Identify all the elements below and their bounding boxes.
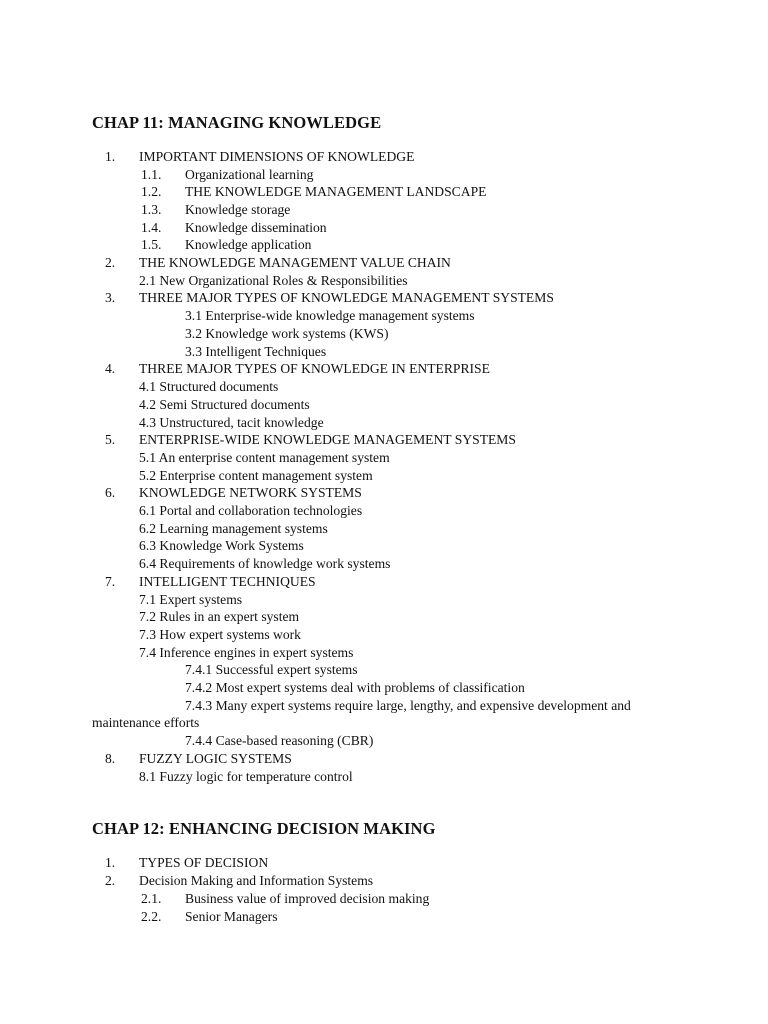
outline-item: Senior Managers: [185, 909, 278, 924]
outline-number: 1.2.: [141, 184, 162, 199]
outline-item: INTELLIGENT TECHNIQUES: [139, 574, 316, 589]
outline-item: Knowledge application: [185, 237, 312, 252]
outline-number: 1.3.: [141, 202, 162, 217]
outline-number: 8.: [105, 751, 116, 766]
outline-item: Decision Making and Information Systems: [139, 873, 374, 888]
outline-item: 3.3 Intelligent Techniques: [185, 344, 327, 359]
outline-number: 6.: [105, 485, 116, 500]
outline-item: 4.1 Structured documents: [139, 379, 279, 394]
outline-item: 7.4.2 Most expert systems deal with problems of classification: [185, 680, 525, 695]
outline-item: 7.4.1 Successful expert systems: [185, 662, 358, 677]
outline-number: 1.1.: [141, 167, 162, 182]
outline-item: 5.1 An enterprise content management system: [139, 450, 390, 465]
outline-number: 1.4.: [141, 220, 162, 235]
outline-item: 7.4 Inference engines in expert systems: [139, 645, 354, 660]
outline-number: 5.: [105, 432, 116, 447]
outline-item: 8.1 Fuzzy logic for temperature control: [139, 769, 353, 784]
outline-number: 4.: [105, 361, 116, 376]
outline-item: 7.2 Rules in an expert system: [139, 609, 300, 624]
outline-item: IMPORTANT DIMENSIONS OF KNOWLEDGE: [139, 149, 415, 164]
outline-item: 3.2 Knowledge work systems (KWS): [185, 326, 389, 341]
outline-number: 1.: [105, 855, 116, 870]
outline-item: 7.4.3 Many expert systems require large, lengthy, and expensive development and: [185, 698, 631, 713]
outline-item: THREE MAJOR TYPES OF KNOWLEDGE IN ENTERPRISE: [139, 361, 490, 376]
outline-item: THREE MAJOR TYPES OF KNOWLEDGE MANAGEMENT SYSTEMS: [139, 290, 554, 305]
outline-item-continuation: maintenance efforts: [92, 715, 200, 730]
chapter-title: CHAP 12: ENHANCING DECISION MAKING: [92, 819, 436, 838]
outline-item: 7.4.4 Case-based reasoning (CBR): [185, 733, 374, 748]
chapter-title: CHAP 11: MANAGING KNOWLEDGE: [92, 113, 382, 132]
outline-item: 4.2 Semi Structured documents: [139, 397, 310, 412]
outline-number: 2.: [105, 873, 116, 888]
outline-item: 6.3 Knowledge Work Systems: [139, 538, 304, 553]
outline-item: 6.1 Portal and collaboration technologies: [139, 503, 363, 518]
outline-number: 2.1.: [141, 891, 162, 906]
outline-item: 7.1 Expert systems: [139, 592, 243, 607]
outline-item: Business value of improved decision making: [185, 891, 430, 906]
outline-number: 2.: [105, 255, 116, 270]
outline-item: 7.3 How expert systems work: [139, 627, 301, 642]
outline-item: 3.1 Enterprise-wide knowledge management systems: [185, 308, 475, 323]
outline-item: Organizational learning: [185, 167, 314, 182]
outline-item: FUZZY LOGIC SYSTEMS: [139, 751, 292, 766]
outline-number: 3.: [105, 290, 116, 305]
outline-number: 2.2.: [141, 909, 162, 924]
outline-item: THE KNOWLEDGE MANAGEMENT LANDSCAPE: [185, 184, 487, 199]
outline-number: 1.5.: [141, 237, 162, 252]
outline-item: KNOWLEDGE NETWORK SYSTEMS: [139, 485, 362, 500]
outline-number: 7.: [105, 574, 116, 589]
outline-item: THE KNOWLEDGE MANAGEMENT VALUE CHAIN: [139, 255, 451, 270]
outline-item: 4.3 Unstructured, tacit knowledge: [139, 415, 324, 430]
outline-item: TYPES OF DECISION: [139, 855, 269, 870]
outline-item: 2.1 New Organizational Roles & Responsibilities: [139, 273, 408, 288]
outline-item: Knowledge dissemination: [185, 220, 327, 235]
outline-item: ENTERPRISE-WIDE KNOWLEDGE MANAGEMENT SYSTEMS: [139, 432, 516, 447]
outline-item: 6.4 Requirements of knowledge work systems: [139, 556, 391, 571]
outline-item: Knowledge storage: [185, 202, 291, 217]
outline-item: 6.2 Learning management systems: [139, 521, 328, 536]
outline-number: 1.: [105, 149, 116, 164]
outline-item: 5.2 Enterprise content management system: [139, 468, 373, 483]
